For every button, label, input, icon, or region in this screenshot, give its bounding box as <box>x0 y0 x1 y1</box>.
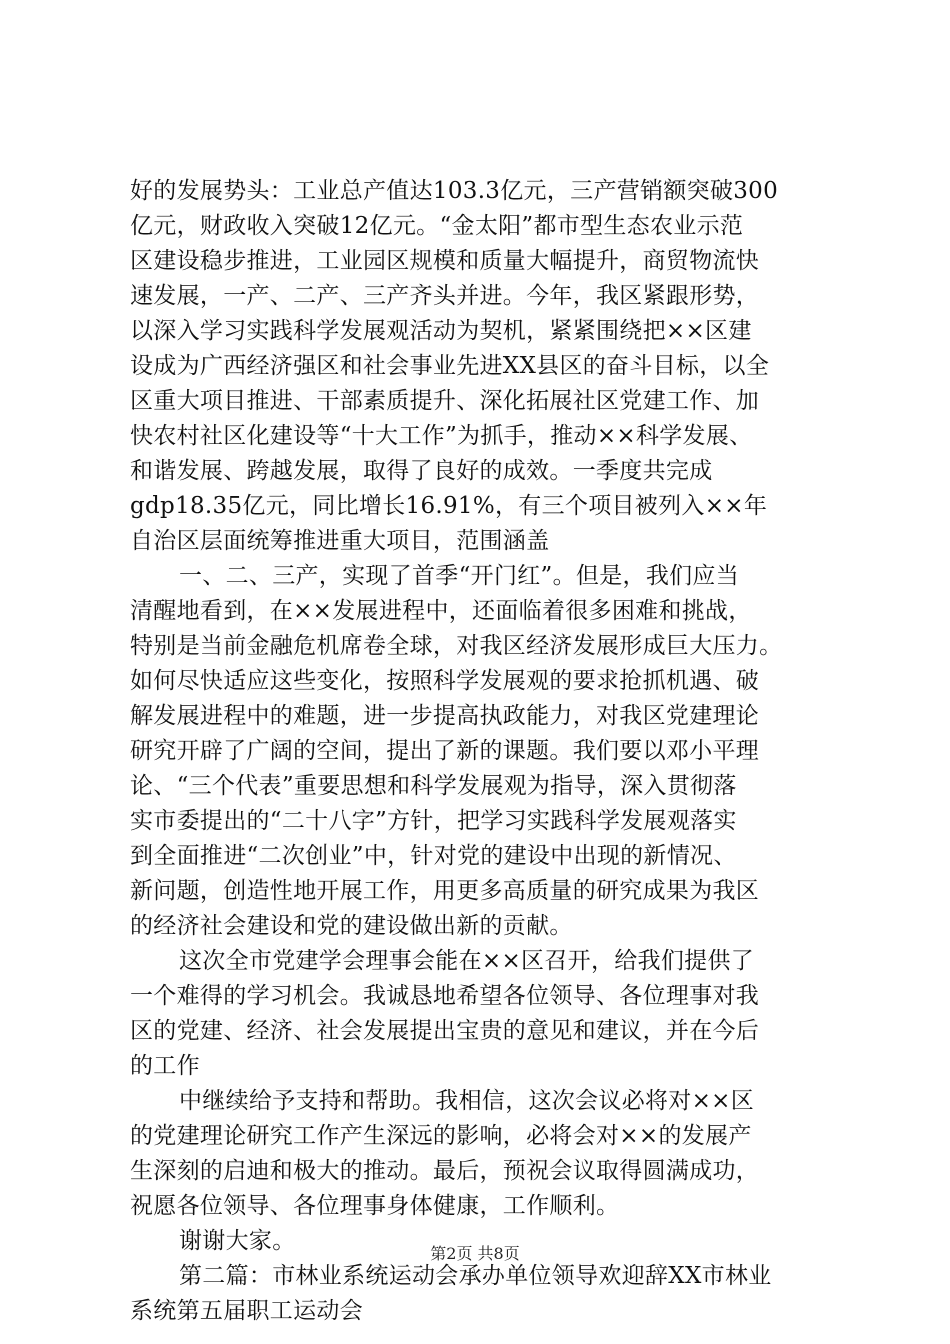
text-line: 的工作 <box>130 1053 200 1079</box>
text-line: 实市委提出的“二十八字”方针，把学习实践科学发展观落实 <box>130 808 737 834</box>
text-line: 祝愿各位领导、各位理事身体健康，工作顺利。 <box>130 1193 620 1219</box>
text-line: 和谐发展、跨越发展，取得了良好的成效。一季度共完成 <box>130 458 713 484</box>
text-line: 好的发展势头：工业总产值达103.3亿元，三产营销额突破300 <box>130 178 779 204</box>
text-line: 生深刻的启迪和极大的推动。最后，预祝会议取得圆满成功， <box>130 1158 760 1184</box>
page-number-footer: 第2页 共8页 <box>430 1244 520 1263</box>
paragraph-start-line: 中继续给予支持和帮助。我相信，这次会议必将对××区 <box>179 1088 755 1114</box>
text-line: 亿元，财政收入突破12亿元。“金太阳”都市型生态农业示范 <box>130 213 744 239</box>
text-line: 区建设稳步推进，工业园区规模和质量大幅提升，商贸物流快 <box>130 248 760 274</box>
text-line: 一个难得的学习机会。我诚恳地希望各位领导、各位理事对我 <box>130 983 760 1009</box>
text-line: 区的党建、经济、社会发展提出宝贵的意见和建议，并在今后 <box>130 1018 760 1044</box>
text-line: 速发展，一产、二产、三产齐头并进。今年，我区紧跟形势， <box>130 283 760 309</box>
text-line: 快农村社区化建设等“十大工作”为抓手，推动××科学发展、 <box>130 423 753 449</box>
paragraph-start-line: 谢谢大家。 <box>179 1228 296 1254</box>
text-line: 研究开辟了广阔的空间，提出了新的课题。我们要以邓小平理 <box>130 738 760 764</box>
text-line: 到全面推进“二次创业”中，针对党的建设中出现的新情况、 <box>130 843 737 869</box>
text-line: 的党建理论研究工作产生深远的影响，必将会对××的发展产 <box>130 1123 752 1149</box>
text-line: 特别是当前金融危机席卷全球，对我区经济发展形成巨大压力。 <box>130 633 783 659</box>
text-line: 以深入学习实践科学发展观活动为契机，紧紧围绕把××区建 <box>130 318 752 344</box>
text-line: 如何尽快适应这些变化，按照科学发展观的要求抢抓机遇、破 <box>130 668 760 694</box>
text-line: 论、“三个代表”重要思想和科学发展观为指导，深入贯彻落 <box>130 773 737 799</box>
text-line: 解发展进程中的难题，进一步提高执政能力，对我区党建理论 <box>130 703 760 729</box>
paragraph-start-line: 这次全市党建学会理事会能在××区召开，给我们提供了 <box>179 948 755 974</box>
text-line: 设成为广西经济强区和社会事业先进XX县区的奋斗目标，以全 <box>130 353 770 379</box>
paragraph-start-line: 一、二、三产，实现了首季“开门红”。但是，我们应当 <box>179 563 740 589</box>
document-body <box>130 174 830 1329</box>
text-line: 新问题，创造性地开展工作，用更多高质量的研究成果为我区 <box>130 878 760 904</box>
section-heading-line: 第二篇：市林业系统运动会承办单位领导欢迎辞XX市林业 <box>179 1263 772 1289</box>
text-line: 的经济社会建设和党的建设做出新的贡献。 <box>130 913 573 939</box>
section-heading-line: 系统第五届职工运动会 <box>130 1298 363 1324</box>
text-line: 自治区层面统筹推进重大项目，范围涵盖 <box>130 528 550 554</box>
text-line: gdp18.35亿元，同比增长16.91%，有三个项目被列入××年 <box>130 493 768 519</box>
text-line: 区重大项目推进、干部素质提升、深化拓展社区党建工作、加 <box>130 388 760 414</box>
text-line: 清醒地看到，在××发展进程中，还面临着很多困难和挑战， <box>130 598 752 624</box>
